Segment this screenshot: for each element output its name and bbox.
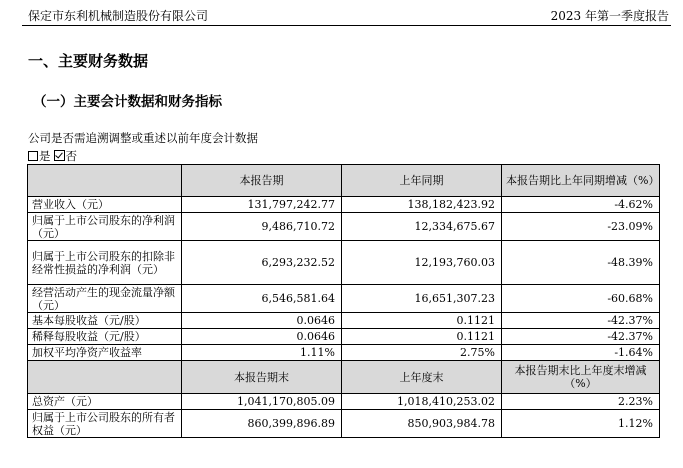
table-cell: 6,546,581.64 <box>182 285 342 313</box>
row-label: 归属于上市公司股东的所有者权益（元） <box>28 410 182 438</box>
yes-label: 是 <box>39 149 51 163</box>
row-label: 归属于上市公司股东的扣除非经常性损益的净利润（元） <box>28 241 182 285</box>
table-cell: 9,486,710.72 <box>182 213 342 241</box>
table-header-cell: 本报告期末 <box>182 361 342 394</box>
row-label: 经营活动产生的现金流量净额（元） <box>28 285 182 313</box>
table-cell: 0.0646 <box>182 329 342 345</box>
table-cell: -48.39% <box>502 241 660 285</box>
header-divider <box>22 25 671 26</box>
table-cell: 12,193,760.03 <box>342 241 502 285</box>
table-cell: 1,041,170,805.09 <box>182 394 342 410</box>
restatement-question: 公司是否需追溯调整或重述以前年度会计数据 <box>28 131 258 145</box>
table-cell: 6,293,232.52 <box>182 241 342 285</box>
table-row <box>28 241 660 285</box>
table-cell: 0.1121 <box>342 329 502 345</box>
table-cell: 0.0646 <box>182 313 342 329</box>
table-header-cell: 本报告期末比上年度末增减（%） <box>502 361 660 394</box>
table-header-cell: 本报告期 <box>182 165 342 197</box>
table-cell: -4.62% <box>502 197 660 213</box>
table-row <box>28 394 660 410</box>
table-cell: 131,797,242.77 <box>182 197 342 213</box>
table-cell: 2.75% <box>342 345 502 361</box>
checked-checkbox-icon <box>54 150 65 161</box>
row-label: 归属于上市公司股东的净利润（元） <box>28 213 182 241</box>
table-row <box>28 213 660 241</box>
table-row <box>28 285 660 313</box>
table-cell: 850,903,984.78 <box>342 410 502 438</box>
row-label: 加权平均净资产收益率 <box>28 345 182 361</box>
table-row <box>28 197 660 213</box>
section-title: 一、主要财务数据 <box>28 52 149 70</box>
row-label: 基本每股收益（元/股） <box>28 313 182 329</box>
row-label: 总资产（元） <box>28 394 182 410</box>
table-header-cell: 上年同期 <box>342 165 502 197</box>
header-company-name: 保定市东利机械制造股份有限公司 <box>28 9 209 23</box>
table-cell: 12,334,675.67 <box>342 213 502 241</box>
subsection-title: （一）主要会计数据和财务指标 <box>33 94 222 110</box>
table-cell: -42.37% <box>502 313 660 329</box>
table-cell: 860,399,896.89 <box>182 410 342 438</box>
table-cell: 16,651,307.23 <box>342 285 502 313</box>
no-label: 否 <box>65 149 77 163</box>
table-header-cell <box>28 361 182 394</box>
table-header-cell: 上年度末 <box>342 361 502 394</box>
table-row <box>28 410 660 438</box>
restatement-answer <box>28 148 77 164</box>
table-row <box>28 329 660 345</box>
table-cell: -60.68% <box>502 285 660 313</box>
row-label: 营业收入（元） <box>28 197 182 213</box>
table-cell: 138,182,423.92 <box>342 197 502 213</box>
table-cell: 1.11% <box>182 345 342 361</box>
empty-checkbox-icon <box>28 151 38 161</box>
table-header-cell <box>28 165 182 197</box>
table-cell: -23.09% <box>502 213 660 241</box>
table-cell: -42.37% <box>502 329 660 345</box>
table-cell: -1.64% <box>502 345 660 361</box>
table-cell: 2.23% <box>502 394 660 410</box>
table-header-cell: 本报告期比上年同期增减（%） <box>502 165 660 197</box>
table-row <box>28 345 660 361</box>
table-row <box>28 313 660 329</box>
table-cell: 1,018,410,253.02 <box>342 394 502 410</box>
table-header-row <box>28 361 660 394</box>
financial-data-table <box>27 164 660 438</box>
table-cell: 1.12% <box>502 410 660 438</box>
table-cell: 0.1121 <box>342 313 502 329</box>
row-label: 稀释每股收益（元/股） <box>28 329 182 345</box>
header-report-title: 2023 年第一季度报告 <box>550 9 669 23</box>
table-header-row <box>28 165 660 197</box>
